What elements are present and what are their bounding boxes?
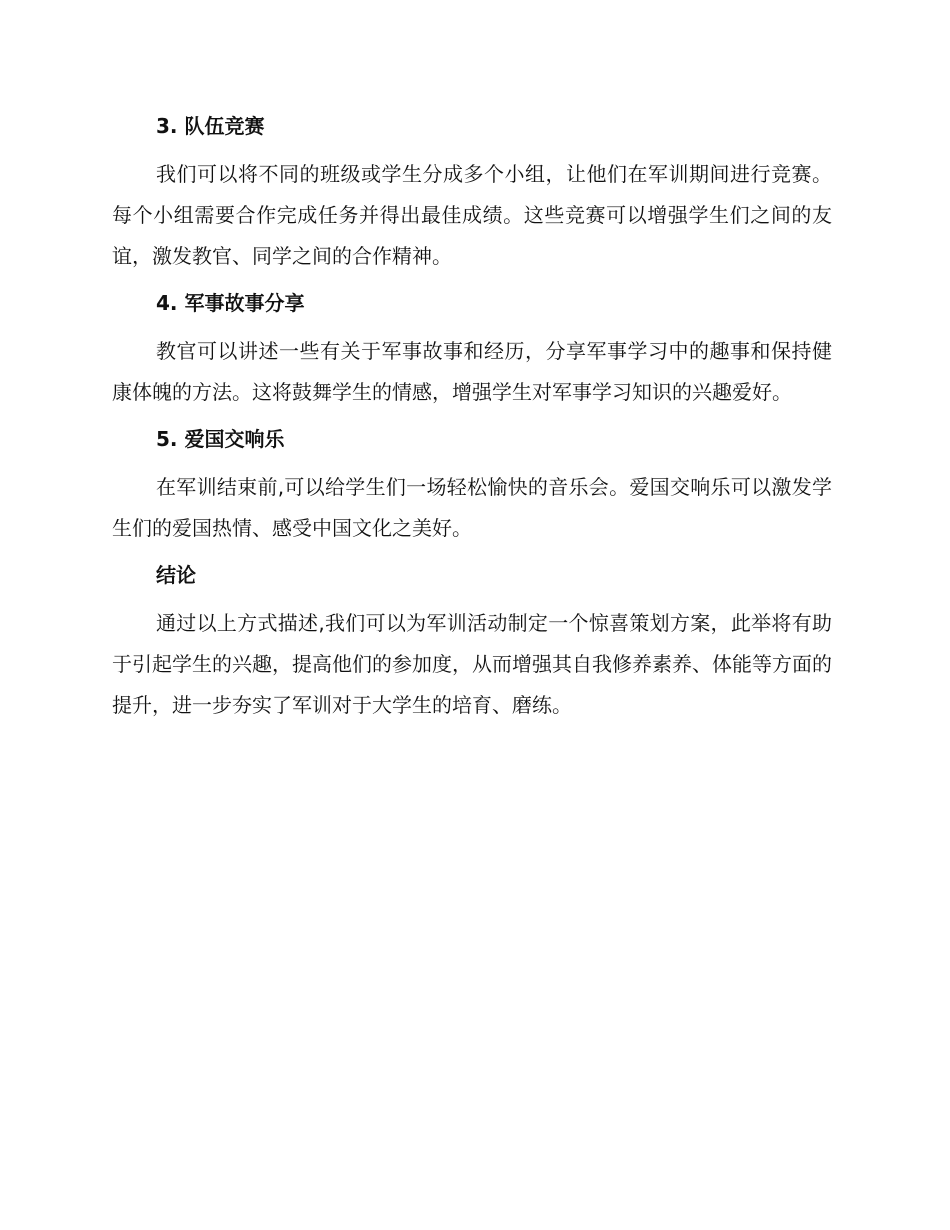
section-body-military-stories: 教官可以讲述一些有关于军事故事和经历，分享军事学习中的趣事和保持健康体魄的方法。这将鼓舞学生的情感，增强学生对军事学习知识的兴趣爱好。 — [112, 339, 832, 404]
section-body-team-competition: 我们可以将不同的班级或学生分成多个小组，让他们在军训期间进行竞赛。每个小组需要合作完成任务并得出最佳成绩。这些竞赛可以增强学生们之间的友谊，激发教官、同学之间的合作精神。 — [112, 162, 832, 268]
document-content — [112, 112, 832, 738]
section-body-conclusion: 通过以上方式描述,我们可以为军训活动制定一个惊喜策划方案，此举将有助于引起学生的兴趣，提高他们的参加度，从而增强其自我修养素养、体能等方面的提升，进一步夯实了军训对于大学生的培育、磨练。 — [112, 611, 832, 717]
section-heading-team-competition: 3. 队伍竞赛 — [156, 114, 265, 138]
section-heading-military-stories: 4. 军事故事分享 — [156, 291, 305, 315]
section-heading-conclusion: 结论 — [156, 563, 196, 587]
section-heading-patriotic-symphony: 5. 爱国交响乐 — [156, 427, 285, 451]
section-body-patriotic-symphony: 在军训结束前,可以给学生们一场轻松愉快的音乐会。爱国交响乐可以激发学生们的爱国热情、感受中国文化之美好。 — [112, 475, 832, 540]
